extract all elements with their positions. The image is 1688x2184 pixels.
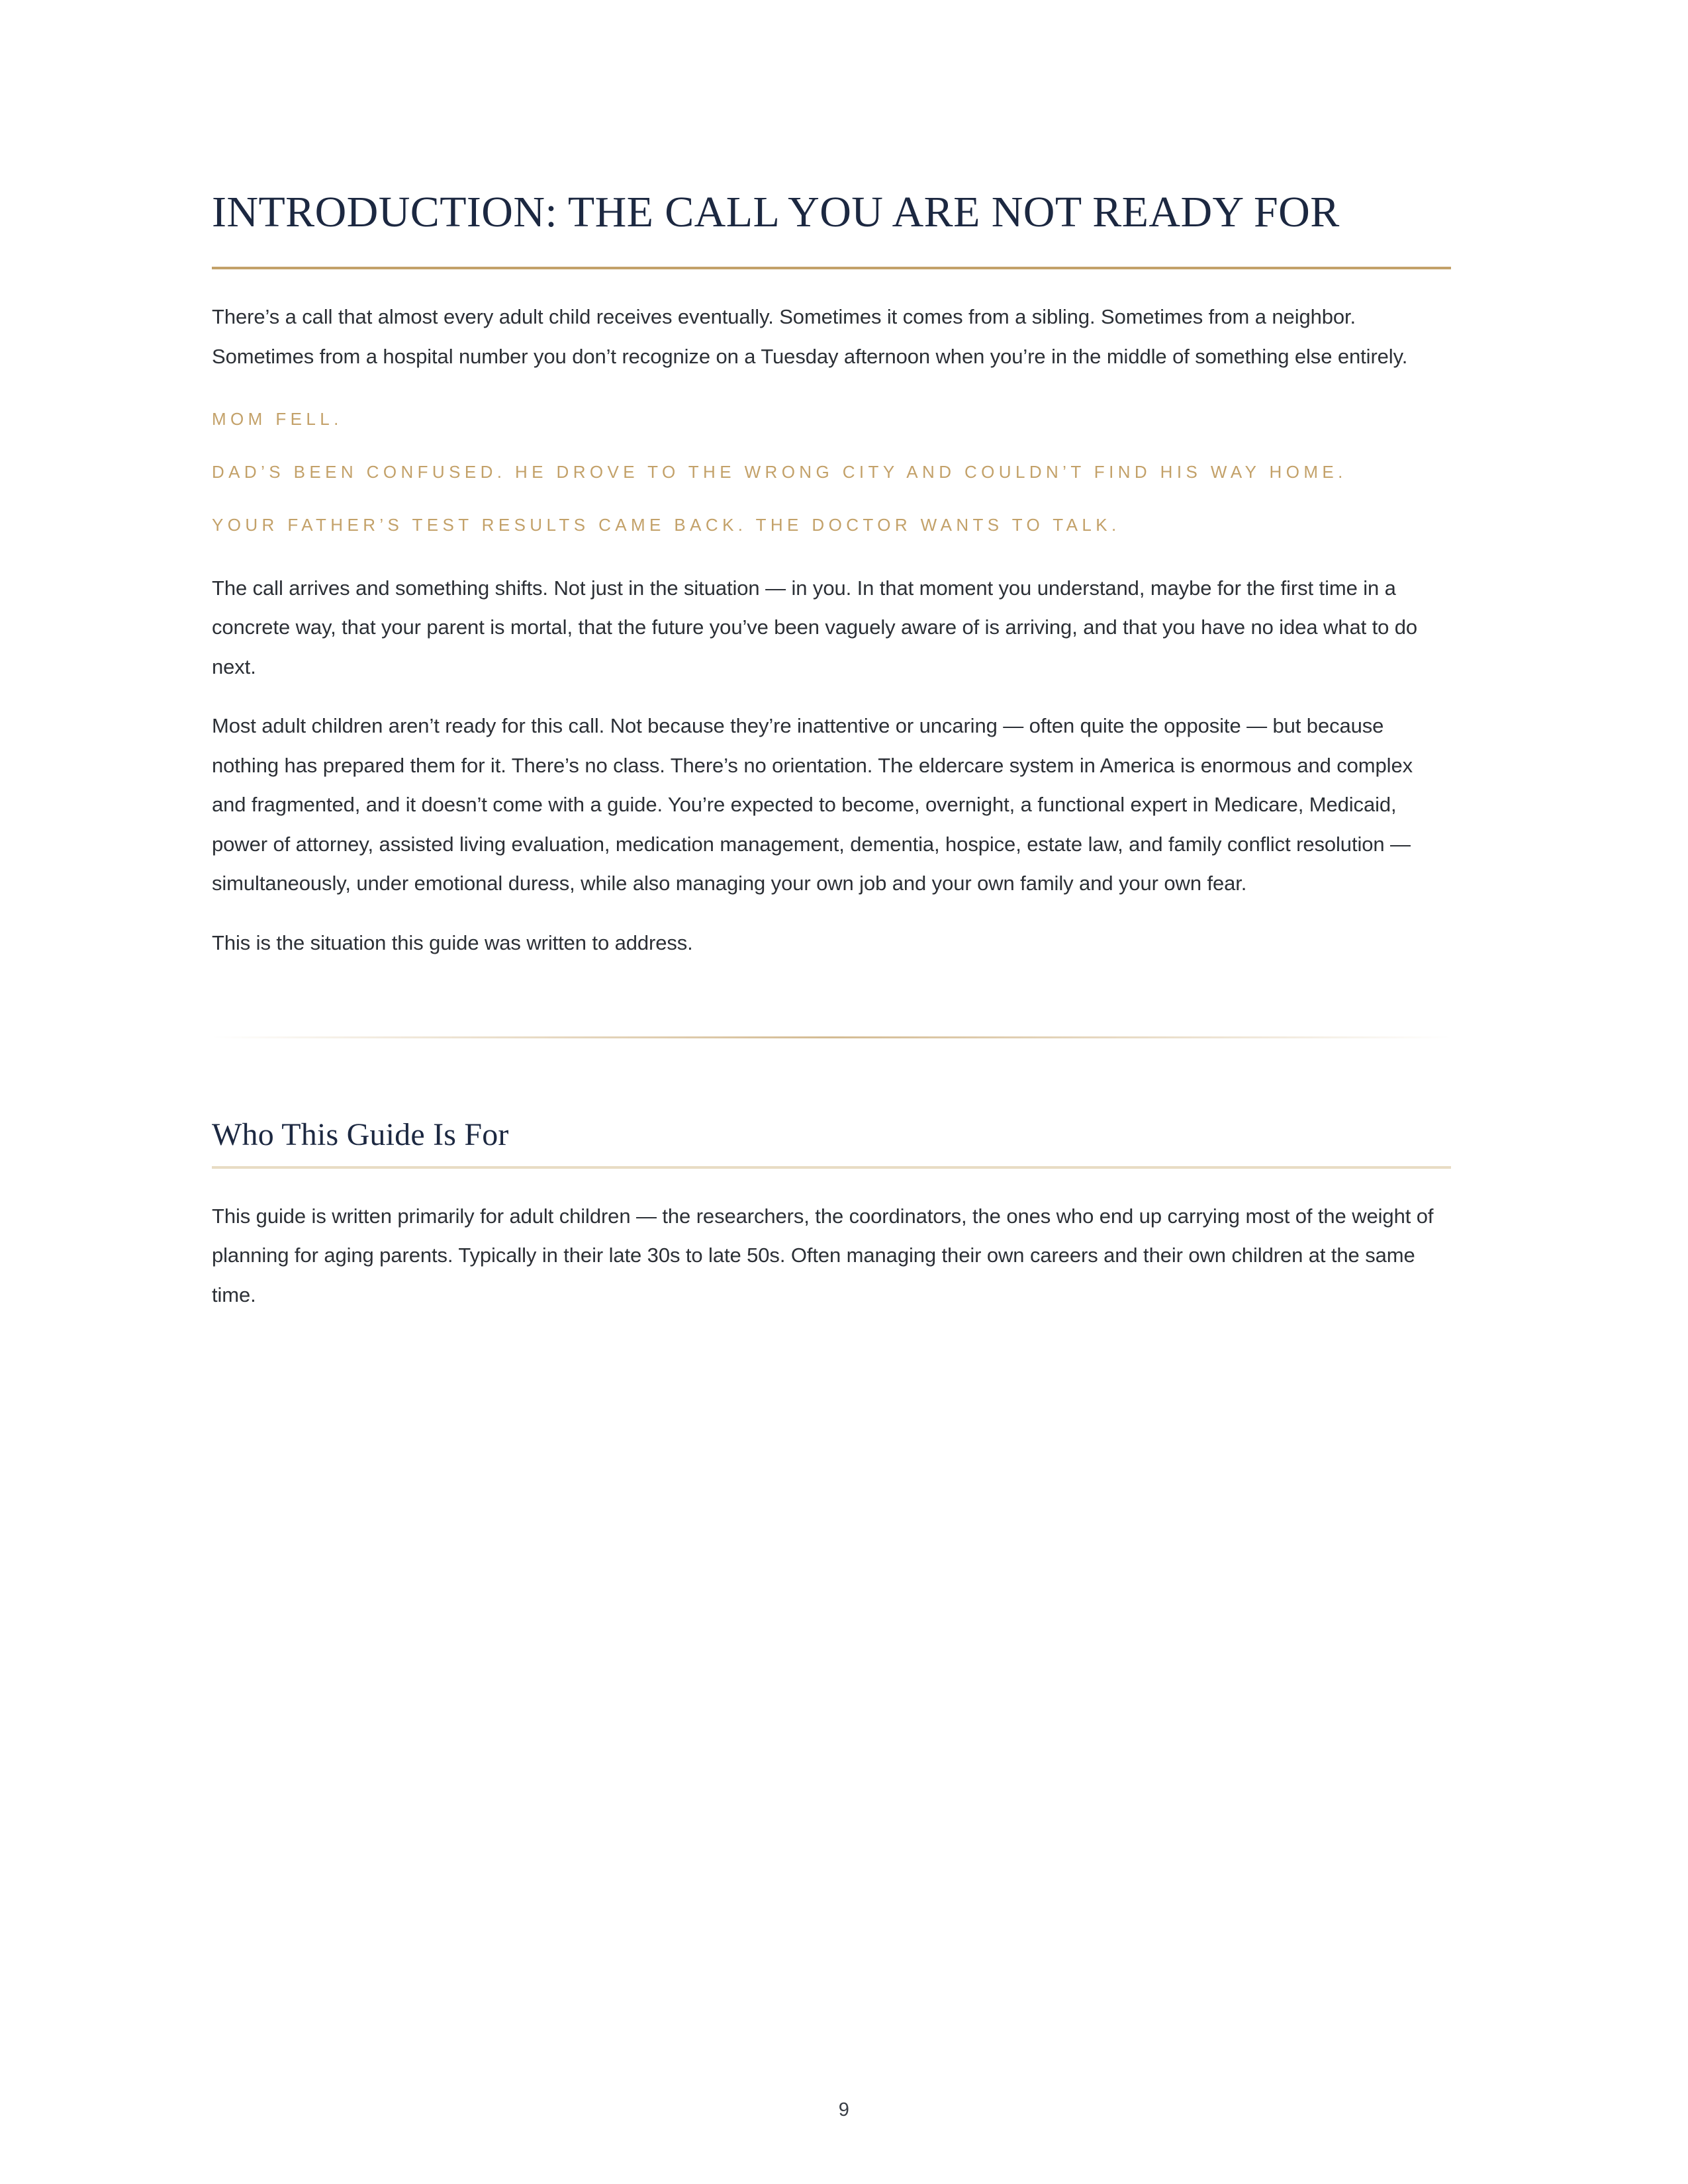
page-title: INTRODUCTION: THE CALL YOU ARE NOT READY FOR (212, 188, 1340, 236)
callout-group (212, 404, 1451, 540)
section-heading-underline-rule (212, 1166, 1451, 1169)
body-paragraph-2: The call arrives and something shifts. Not just in the situation — in you. In that moment you understand, maybe for the first time in a concrete way, that your parent is mortal, that the future you’ve been vaguely aware of is arriving, and that you have no idea what to do next. (212, 576, 1418, 678)
page-number: 9 (838, 2099, 850, 2120)
section-heading: Who This Guide Is For (212, 1117, 509, 1153)
page-content-column (212, 0, 1451, 1314)
section-separator-rule (212, 1036, 1451, 1038)
intro-paragraph: There’s a call that almost every adult child receives eventually. Sometimes it comes from a sibling. Sometimes from a neighbor. Sometimes from a hospital number you don’t recognize on a Tuesday afternoon when you’re in the middle of something else entirely. (212, 305, 1408, 368)
title-divider-rule (212, 267, 1451, 269)
section-paragraph-1: This guide is written primarily for adult children — the researchers, the coordinators, the ones who end up carrying most of the weight of planning for aging parents. Typically in their late 30s to late 50s. Often managing their own careers and their own children at the same time. (212, 1204, 1434, 1306)
body-paragraph-3: Most adult children aren’t ready for this call. Not because they’re inattentive or uncaring — often quite the opposite — but because nothing has prepared them for it. There’s no class. There’s no orientation. The eldercare system in America is enormous and complex and fragmented, and it doesn’t come with a guide. You’re expected to become, overnight, a functional expert in Medicare, Medicaid, power of attorney, assisted living evaluation, medication management, dementia, hospice, estate law, and family conflict resolution — simultaneously, under emotional duress, while also managing your own job and your own family and your own fear. (212, 714, 1413, 895)
callout-line-1: MOM FELL. (212, 409, 343, 430)
callout-line-3: YOUR FATHER’S TEST RESULTS CAME BACK. THE DOCTOR WANTS TO TALK. (212, 514, 1121, 535)
callout-line-2: DAD’S BEEN CONFUSED. HE DROVE TO THE WRONG CITY AND COULDN’T FIND HIS WAY HOME. (212, 462, 1347, 482)
body-paragraph-4: This is the situation this guide was written to address. (212, 931, 693, 954)
section-who-this-guide-is-for (212, 1036, 1451, 1314)
